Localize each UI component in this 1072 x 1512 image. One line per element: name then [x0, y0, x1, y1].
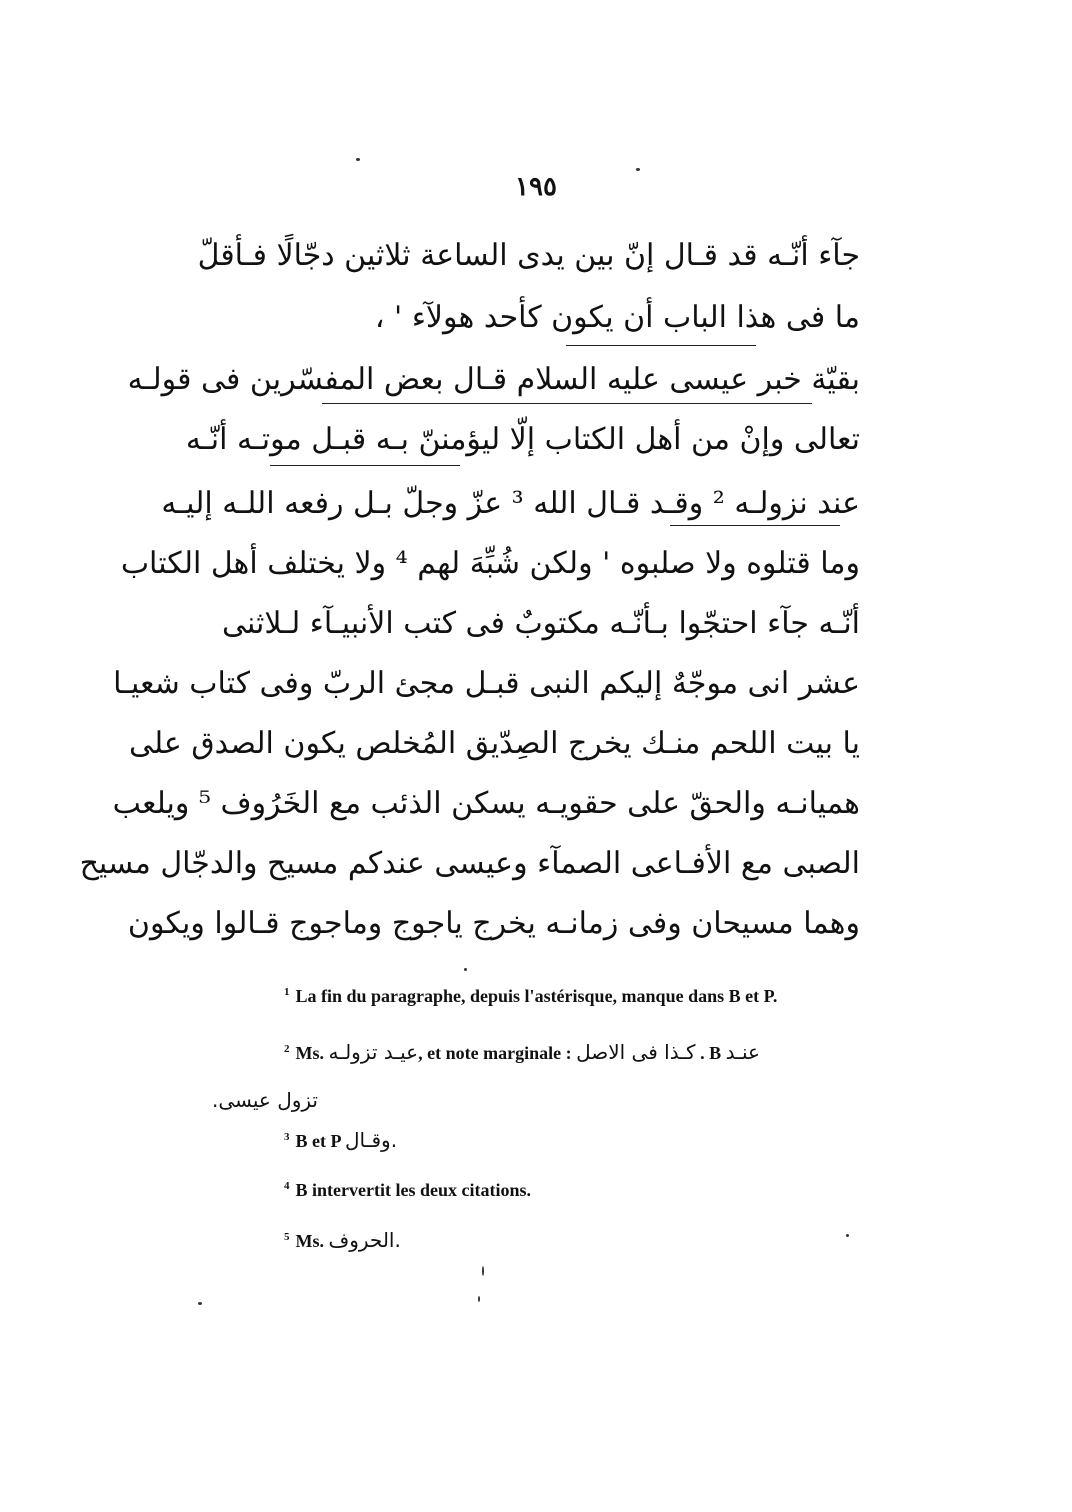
body-line-11: الصبى مع الأفـاعى الصمآء وعيسى عندكم مسيح والدجّال مسيح	[79, 846, 860, 881]
body-line-10: هميانـه والحقّ على حقويـه يسكن الذئب مع الخَرُوف ⁵ ويلعب	[112, 786, 860, 821]
body-line-6: وما قتلوه ولا صلبوه ' ولكن شُبِّهَ لهم ⁴ ولا يختلف أهل الكتاب	[120, 546, 860, 581]
footnote-marker: 4	[284, 1180, 290, 1192]
footnote-lead: B et P	[295, 1131, 341, 1151]
footnote-2-continuation	[212, 1088, 318, 1112]
footnote-text: La fin du paragraphe, depuis l'astérisque, manque dans B et P.	[295, 986, 778, 1006]
footnote-text: , et note marginale :	[418, 1043, 572, 1063]
scan-speck	[482, 1266, 484, 1276]
underline-rule	[270, 465, 460, 466]
footnote-arabic: عنـد	[725, 1040, 760, 1064]
footnote-arabic: تزول عيسى.	[212, 1088, 318, 1112]
body-line-1: جآء أنّـه قد قـال إنّ بين يدى الساعة ثلاثين دجّالًا فـأقلّ	[197, 238, 860, 273]
underline-rule	[566, 345, 756, 346]
body-line-2: ما فى هذا الباب أن يكون كأحد هولآء ' ،	[374, 300, 860, 335]
footnote-text: B intervertit les deux citations.	[295, 1180, 531, 1200]
scan-speck	[636, 168, 640, 171]
footnote-5	[284, 1228, 401, 1252]
footnote-marker: 1	[284, 986, 290, 998]
footnote-2	[284, 1040, 760, 1064]
body-line-3: بقيّة خبر عيسى عليه السلام قـال بعض المفسّرين فى قولـه	[127, 362, 860, 397]
footnote-arabic: الحروف.	[328, 1228, 401, 1252]
body-line-12: وهما مسيحان وفى زمانـه يخرج ياجوج وماجوج قـالوا ويكون	[127, 906, 860, 941]
body-line-7: أنّـه جآء احتجّوا بـأنّـه مكتوبٌ فى كتب الأنبيـآء لـلاثنى	[221, 606, 860, 641]
footnote-lead: Ms.	[295, 1231, 324, 1251]
footnote-marker: 2	[284, 1043, 290, 1055]
scan-speck	[846, 1234, 849, 1237]
body-line-4: تعالى وإنْ من أهل الكتاب إلّا ليؤمننّ بـه قبـل موتـه أنّـه	[185, 422, 860, 457]
footnote-text: . B	[700, 1043, 722, 1063]
scan-speck	[356, 158, 360, 161]
footnote-marker: 3	[284, 1131, 290, 1143]
body-line-5: عند نزولـه ² وقـد قـال الله ³ عزّ وجلّ بـل رفعه اللـه إليـه	[161, 486, 860, 521]
footnote-arabic: عيـد تزولـه	[328, 1040, 419, 1064]
scan-speck	[478, 1296, 480, 1302]
page-number: ١٩٥	[515, 172, 557, 202]
footnote-1	[284, 986, 777, 1007]
footnote-lead: Ms.	[295, 1043, 324, 1063]
scan-speck	[198, 1302, 202, 1305]
footnote-marker: 5	[284, 1231, 290, 1243]
footnote-3	[284, 1128, 397, 1152]
body-line-9: يا بيت اللحم منـك يخرج الصِدّيق المُخلص يكون الصدق على	[128, 726, 860, 761]
scan-speck	[464, 968, 467, 971]
footnote-arabic: كـذا فى الاصل	[576, 1040, 696, 1064]
body-line-8: عشر انى موجّهٌ إليكم النبى قبـل مجئ الربّ وفى كتاب شعيـا	[113, 666, 860, 701]
underline-rule	[322, 403, 812, 404]
footnote-arabic: وقـال.	[345, 1128, 398, 1152]
underline-rule	[670, 525, 840, 526]
footnote-4	[284, 1180, 531, 1201]
